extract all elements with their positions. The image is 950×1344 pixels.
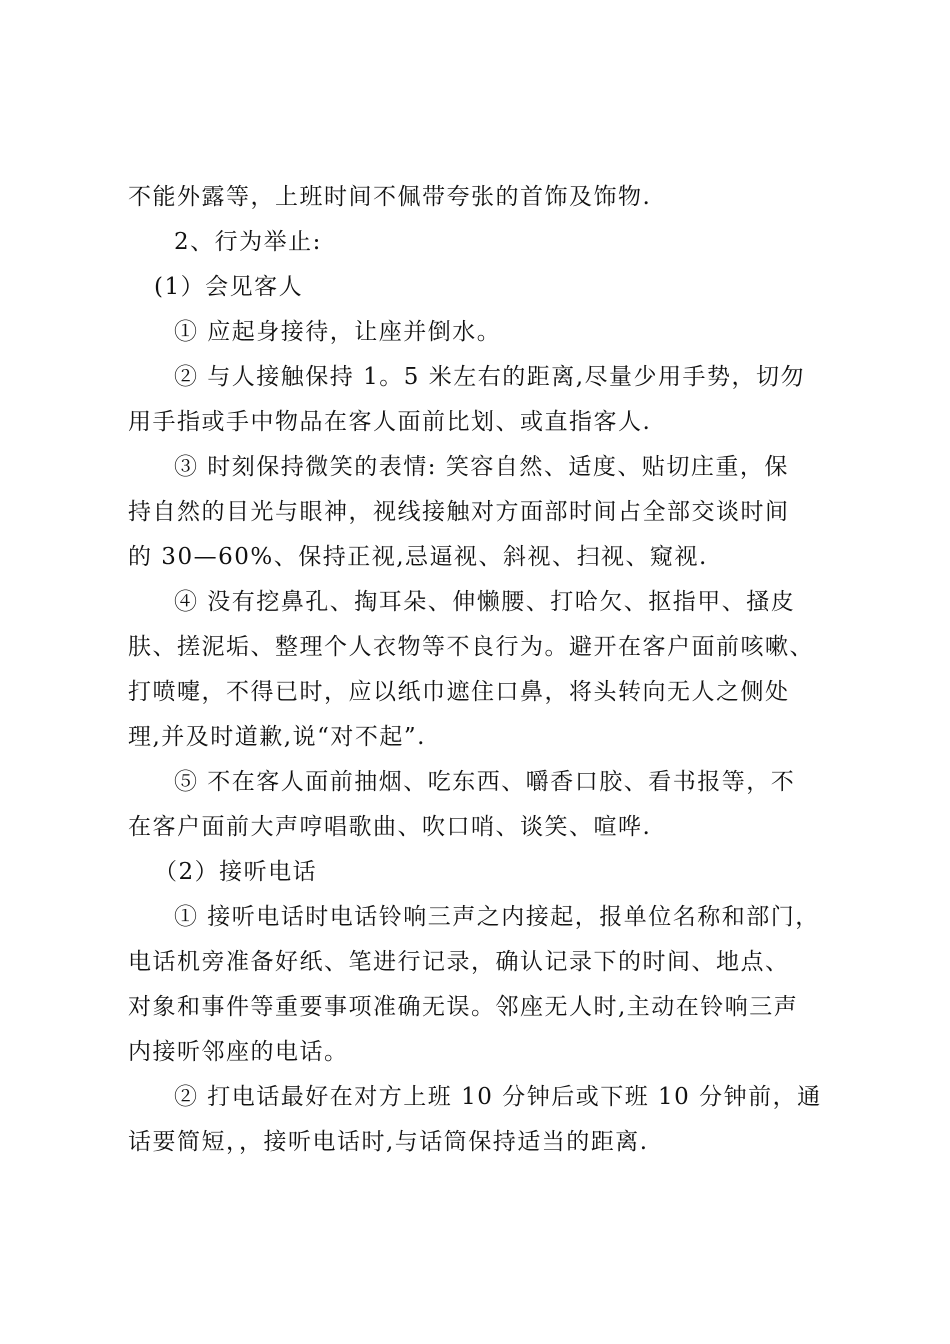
text-line: 的 30—60%、保持正视,忌逼视、斜视、扫视、窥视. [128, 544, 708, 570]
text-line: 打喷嚏，不得已时，应以纸巾遮住口鼻，将头转向无人之侧处 [128, 679, 790, 705]
text-line: 肤、搓泥垢、整理个人衣物等不良行为。避开在客户面前咳嗽、 [128, 634, 814, 660]
section-heading: 2、行为举止: [174, 229, 322, 255]
text-line: 用手指或手中物品在客人面前比划、或直指客人. [128, 409, 652, 435]
text-line: 理,并及时道歉,说“对不起”. [128, 724, 426, 750]
list-item: ② 打电话最好在对方上班 10 分钟后或下班 10 分钟前，通 [174, 1084, 822, 1110]
text-line: 持自然的目光与眼神，视线接触对方面部时间占全部交谈时间 [128, 499, 790, 525]
list-item: ① 应起身接待，让座并倒水。 [174, 319, 502, 345]
text-line: 不能外露等，上班时间不佩带夸张的首饰及饰物. [128, 184, 652, 210]
list-item: ③ 时刻保持微笑的表情: 笑容自然、适度、贴切庄重，保 [174, 454, 789, 480]
text-line: 在客户面前大声哼唱歌曲、吹口哨、谈笑、喧哗. [128, 814, 652, 840]
text-line: 对象和事件等重要事项准确无误。邻座无人时,主动在铃响三声 [128, 994, 799, 1020]
text-line: 话要简短，，接听电话时,与话筒保持适当的距离. [128, 1129, 649, 1155]
subsection-heading: (1）会见客人 [154, 274, 304, 300]
text-line: 电话机旁准备好纸、笔进行记录，确认记录下的时间、地点、 [128, 949, 790, 975]
list-item: ④ 没有挖鼻孔、掏耳朵、伸懒腰、打哈欠、抠指甲、搔皮 [174, 589, 796, 615]
list-item: ② 与人接触保持 1。5 米左右的距离,尽量少用手势，切勿 [174, 364, 806, 390]
text-line: 内接听邻座的电话。 [128, 1039, 349, 1065]
list-item: ① 接听电话时电话铃响三声之内接起，报单位名称和部门， [174, 904, 820, 930]
list-item: ⑤ 不在客人面前抽烟、吃东西、嚼香口胶、看书报等，不 [174, 769, 796, 795]
subsection-heading: （2）接听电话 [154, 859, 318, 885]
